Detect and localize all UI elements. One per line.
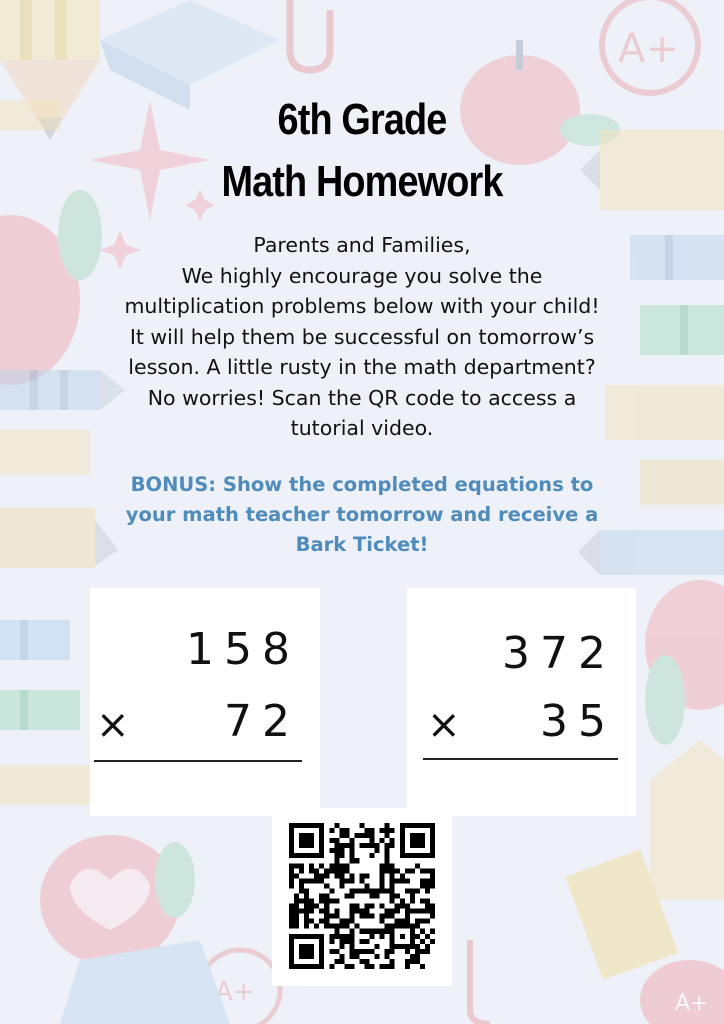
multiply-sign: × <box>427 702 461 748</box>
problem-card-1 <box>90 588 320 816</box>
page-title-line-1: 6th Grade <box>277 95 447 144</box>
problem-card-2 <box>407 588 636 816</box>
intro-line: Parents and Families, <box>253 233 471 257</box>
problem-2-bottom-number: 35 <box>540 696 616 747</box>
answer-line <box>94 760 302 762</box>
multiply-sign: × <box>96 702 130 748</box>
problem-2-top-number: 372 <box>502 628 616 679</box>
svg-text:A+: A+ <box>618 26 679 72</box>
intro-line: It will help them be successful on tomorrow’s <box>129 324 595 349</box>
bonus-message <box>90 470 634 560</box>
intro-line: We highly encourage you solve the <box>181 263 543 288</box>
page-title-line-2: Math Homework <box>221 157 503 206</box>
intro-line: tutorial video. <box>290 416 434 440</box>
intro-line: lesson. A little rusty in the math department? <box>128 355 596 379</box>
svg-text:A+: A+ <box>215 977 255 1007</box>
intro-line: No worries! Scan the QR code to access a <box>147 385 577 410</box>
problem-1-top-number: 158 <box>186 624 300 675</box>
qr-code-card[interactable] <box>272 808 452 986</box>
qr-code-icon[interactable] <box>289 823 435 969</box>
bonus-line: your math teacher tomorrow and receive a <box>125 503 599 526</box>
bonus-line: Bark Ticket! <box>295 533 429 556</box>
svg-text:A+: A+ <box>675 991 709 1016</box>
bonus-line: BONUS: Show the completed equations to <box>130 473 594 496</box>
answer-line <box>423 758 618 760</box>
intro-line: multiplication problems below with your child! <box>124 294 600 318</box>
problem-1-bottom-number: 72 <box>224 696 300 747</box>
intro-message <box>100 230 624 444</box>
